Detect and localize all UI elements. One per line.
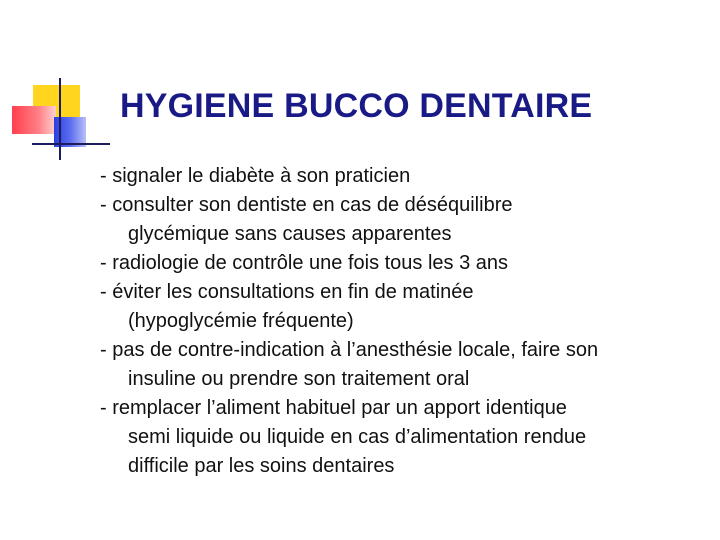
list-item-continuation: difficile par les soins dentaires (128, 455, 395, 477)
list-item (100, 394, 712, 481)
decorative-logo (0, 0, 110, 170)
list-item-line: - pas de contre-indication à l’anesthésie locale, faire son (100, 339, 599, 361)
red-square (12, 106, 56, 134)
list-item-continuation: semi liquide ou liquide en cas d’alimentation rendue (128, 426, 587, 448)
list-item (100, 278, 712, 336)
list-item-line: - radiologie de contrôle une fois tous les 3 ans (100, 252, 509, 274)
list-item (100, 249, 712, 278)
list-item-line: - remplacer l’aliment habituel par un apport identique (100, 397, 567, 419)
list-item-line: - consulter son dentiste en cas de déséquilibre (100, 194, 513, 216)
slide-title: HYGIENE BUCCO DENTAIRE (120, 87, 593, 125)
list-item-continuation: (hypoglycémie fréquente) (128, 310, 354, 332)
list-item-continuation: glycémique sans causes apparentes (128, 223, 452, 245)
list-item (100, 336, 712, 394)
bullet-list (100, 162, 712, 481)
list-item (100, 162, 712, 191)
vertical-line (59, 78, 61, 160)
list-item-continuation: insuline ou prendre son traitement oral (128, 368, 470, 390)
list-item-line: - signaler le diabète à son praticien (100, 165, 411, 187)
list-item (100, 191, 712, 249)
horizontal-line (32, 143, 110, 145)
list-item-line: - éviter les consultations en fin de matinée (100, 281, 474, 303)
